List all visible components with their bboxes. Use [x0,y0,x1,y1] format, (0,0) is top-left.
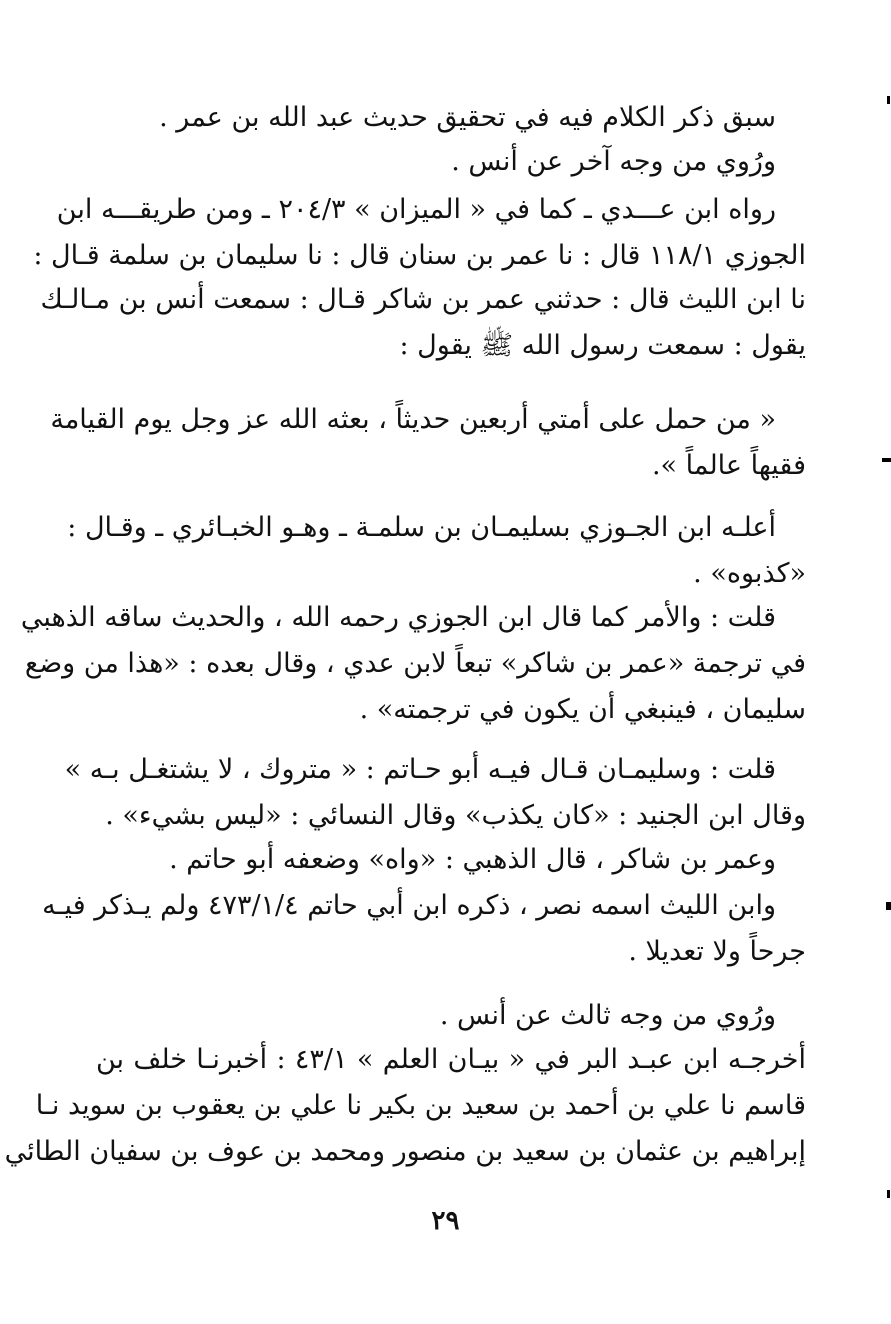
text-line: قلت : والأمر كما قال ابن الجوزي رحمه الله ، والحديث ساقه الذهبي [20,602,776,633]
text-line: ورُوي من وجه ثالث عن أنس . [439,1000,776,1031]
text-line: قلت : وسليمـان قـال فيـه أبو حـاتم : « متروك ، لا يشتغـل بـه » [64,754,776,785]
text-line: وابن الليث اسمه نصر ، ذكره ابن أبي حاتم ٤٧٣/١/٤ ولم يـذكر فيـه [42,890,776,921]
hadith-text-line: فقيهاً عالماً ». [651,450,806,481]
text-line: رواه ابن عـــدي ـ كما في « الميزان » ٢٠٤/٣ ـ ومن طريقـــه ابن [56,194,776,225]
text-line: أعلـه ابن الجـوزي بسليمـان بن سلمـة ـ وهـو الخبـائري ـ وقـال : [67,512,776,543]
scan-edge-mark [882,458,891,462]
text-line: سليمان ، فينبغي أن يكون في ترجمته» . [359,694,806,725]
text-line: ورُوي من وجه آخر عن أنس . [451,146,776,177]
text-line: قاسم نا علي بن أحمد بن سعيد بن بكير نا علي بن يعقوب بن سويد نـا [35,1090,806,1121]
scan-edge-mark [886,902,891,910]
text-line: أخرجـه ابن عبـد البر في « بيـان العلم » ٤٣/١ : أخبرنـا خلف بن [96,1044,807,1075]
text-line: في ترجمة «عمر بن شاكر» تبعاً لابن عدي ، وقال بعده : «هذا من وضع [24,648,806,679]
text-line: «كذبوه» . [693,558,806,589]
text-line: يقول : سمعت رسول الله ﷺ يقول : [399,330,806,361]
scan-edge-mark [887,96,890,104]
text-line: الجوزي ١١٨/١ قال : نا عمر بن سنان قال : نا سليمان بن سلمة قـال : [33,240,806,271]
text-line: وقال ابن الجنيد : «كان يكذب» وقال النسائي : «ليس بشيء» . [105,800,806,831]
text-line: جرحاً ولا تعديلا . [628,936,806,967]
page-number: ٢٩ [431,1206,460,1236]
text-line: سبق ذكر الكلام فيه في تحقيق حديث عبد الله بن عمر . [159,102,776,133]
text-line: نا ابن الليث قال : حدثني عمر بن شاكر قـال : سمعت أنس بن مـالـك [40,284,806,315]
scan-edge-mark [887,1190,890,1198]
text-line: إبراهيم بن عثمان بن سعيد بن منصور ومحمد بن عوف بن سفيان الطائي [4,1136,806,1167]
hadith-text-line: « من حمل على أمتي أربعين حديثاً ، بعثه الله عز وجل يوم القيامة [50,404,776,435]
text-line: وعمر بن شاكر ، قال الذهبي : «واه» وضعفه أبو حاتم . [169,844,776,875]
